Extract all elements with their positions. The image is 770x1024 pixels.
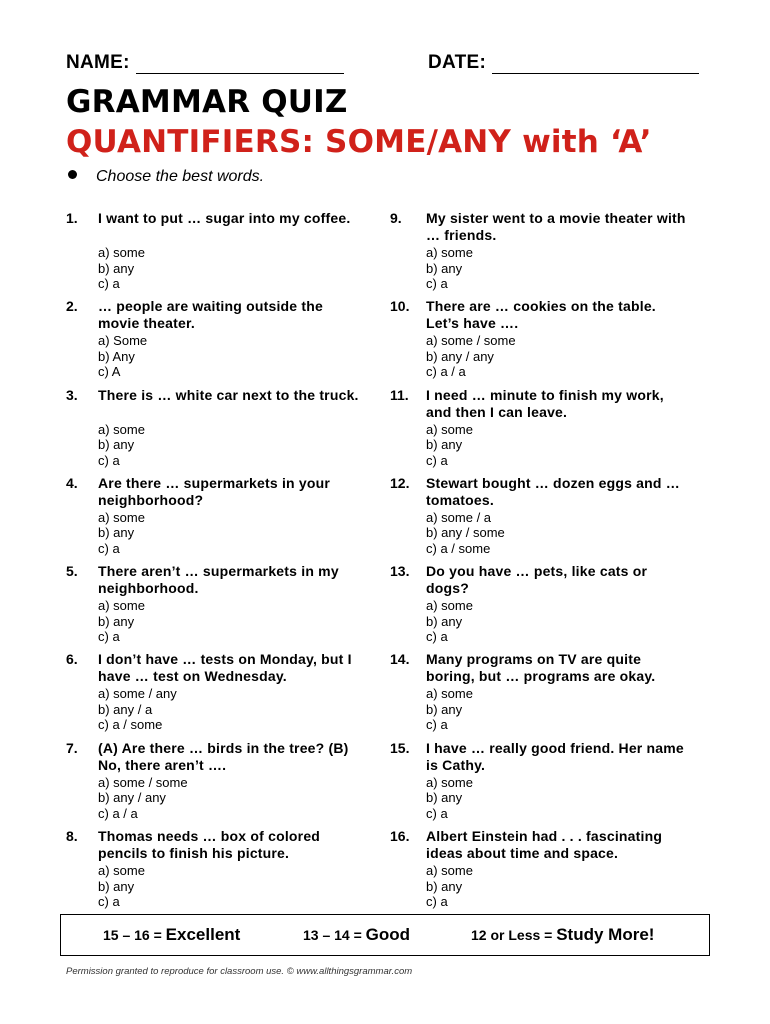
answer-option[interactable]: b) any [426,701,463,717]
score-range: 15 – 16 = [103,927,162,943]
answer-options [98,863,145,910]
answer-option[interactable]: a) some / some [426,333,516,349]
question-number: 10. [390,298,410,315]
question-text: I want to put … sugar into my coffee. [98,210,351,226]
instruction-text: Choose the best words. [96,168,265,185]
answer-option[interactable]: c) a [98,540,120,556]
answer-option[interactable]: c) a [426,452,448,468]
answer-options [426,245,473,292]
page-subtitle: QUANTIFIERS: SOME/ANY with ‘A’ [66,124,652,160]
date-label: DATE: [428,52,487,73]
answer-option[interactable]: c) a [426,629,448,645]
answer-option[interactable]: a) some / some [98,774,188,790]
question-item [390,298,690,386]
question-item [390,828,690,916]
answer-option[interactable]: a) some [98,863,145,879]
answer-options [426,863,473,910]
question-number: 2. [66,298,78,315]
answer-option[interactable]: b) any [98,260,135,276]
answer-option[interactable]: b) any [426,878,463,894]
question-item [390,563,690,651]
answer-option[interactable]: c) a / a [426,364,466,380]
question-text: There aren’t … supermarkets in my neighborhood. [98,563,339,597]
answer-option[interactable]: a) some [98,598,145,614]
name-label: NAME: [66,52,130,73]
score-excellent [103,925,240,945]
question-item [66,210,366,298]
score-label: Good [365,925,411,944]
question-number: 3. [66,386,78,403]
question-number: 7. [66,739,78,756]
question-text: I have … really good friend. Her name is Cathy. [426,739,684,773]
question-text: Are there … supermarkets in your neighborhood? [98,474,331,508]
answer-option[interactable]: a) some [426,863,473,879]
page-title: GRAMMAR QUIZ [66,84,348,120]
question-item [66,298,366,386]
question-text: Many programs on TV are quite boring, but … programs are okay. [426,651,656,685]
answer-option[interactable]: c) a / some [98,717,163,733]
question-number: 13. [390,563,410,580]
answer-options [426,686,473,733]
answer-option[interactable]: a) some [98,421,145,437]
question-text: Stewart bought … dozen eggs and … tomatoes. [426,474,680,508]
score-range: 13 – 14 = [303,927,362,943]
score-study-more [471,925,654,945]
answer-option[interactable]: a) some [426,774,473,790]
question-text: I don’t have … tests on Monday, but I have … test on Wednesday. [98,651,352,685]
answer-option[interactable]: b) any [98,613,135,629]
questions-left-column [66,210,366,916]
name-blank-line[interactable] [136,55,344,74]
answer-option[interactable]: c) a [426,805,448,821]
question-number: 6. [66,651,78,668]
answer-option[interactable]: c) a / some [426,540,491,556]
answer-option[interactable]: b) any [98,437,135,453]
question-text: Albert Einstein had . . . fascinating ideas about time and space. [426,828,663,862]
answer-option[interactable]: c) a [98,629,120,645]
question-number: 11. [390,386,409,403]
footer-permission: Permission granted to reproduce for classroom use. © www.allthingsgrammar.com [66,966,413,977]
answer-option[interactable]: a) some / a [426,509,492,525]
answer-options [426,598,473,645]
answer-options [98,686,177,733]
answer-option[interactable]: c) a [426,276,448,291]
scoring-box [60,914,710,956]
question-item [390,210,690,298]
question-number: 5. [66,563,78,580]
answer-option[interactable]: b) any [426,437,463,453]
answer-option[interactable]: b) any / some [426,525,505,541]
answer-option[interactable]: b) any [426,260,463,276]
answer-options [98,775,188,822]
questions-right-column [390,210,690,916]
question-text: Thomas needs … box of colored pencils to finish his picture. [98,828,321,862]
answer-option[interactable]: b) any [98,878,135,894]
score-good [303,925,410,945]
answer-option[interactable]: c) a [426,717,448,733]
question-item [390,387,690,475]
question-item [66,387,366,475]
answer-options [98,245,145,292]
answer-option[interactable]: b) any / any [426,348,494,364]
name-field[interactable] [66,52,344,74]
question-number: 8. [66,828,78,845]
question-text: I need … minute to finish my work, and then I can leave. [426,386,664,420]
question-number: 12. [390,474,410,491]
answer-option[interactable]: a) some [98,245,145,260]
answer-options [426,510,505,557]
question-item [390,475,690,563]
answer-options [426,422,473,469]
answer-option[interactable]: c) A [98,364,121,380]
answer-option[interactable]: a) some [98,509,145,525]
question-number: 1. [66,210,78,226]
answer-option[interactable]: b) any / any [98,790,166,806]
answer-option[interactable]: c) a [98,894,120,910]
question-text: Do you have … pets, like cats or dogs? [426,563,648,597]
question-item [66,828,366,916]
date-field[interactable] [428,52,699,74]
answer-option[interactable]: a) some [426,421,473,437]
answer-option[interactable]: c) a [98,276,120,291]
answer-options [426,333,516,380]
question-number: 4. [66,474,78,491]
bullet-icon [68,170,77,179]
answer-option[interactable]: a) some [426,598,473,614]
answer-option[interactable]: a) Some [98,333,148,349]
score-range: 12 or Less = [471,927,553,943]
answer-options [98,333,147,380]
question-item [66,563,366,651]
answer-options [98,510,145,557]
header-row [66,52,706,78]
answer-option[interactable]: c) a [98,452,120,468]
answer-option[interactable]: a) some [426,245,473,260]
answer-option[interactable]: a) some / any [98,686,177,702]
question-number: 14. [390,651,410,668]
answer-option[interactable]: c) a / a [98,805,138,821]
question-text: There is … white car next to the truck. [98,386,359,403]
answer-option[interactable]: b) Any [98,348,135,364]
answer-option[interactable]: b) any [426,790,463,806]
score-label: Excellent [165,925,241,944]
answer-option[interactable]: a) some [426,686,473,702]
answer-option[interactable]: b) any / a [98,701,153,717]
question-number: 9. [390,210,402,226]
instruction [66,168,264,186]
question-item [390,740,690,828]
date-blank-line[interactable] [492,55,699,74]
question-item [390,651,690,739]
question-text: My sister went to a movie theater with … friends. [426,210,686,243]
score-label: Study More! [556,925,655,944]
question-text: … people are waiting outside the movie theater. [98,298,323,332]
question-number: 15. [390,739,410,756]
question-text: (A) Are there … birds in the tree? (B) No, there aren’t …. [98,739,349,773]
question-item [66,740,366,828]
answer-options [98,422,145,469]
answer-options [426,775,473,822]
question-item [66,475,366,563]
question-text: There are … cookies on the table. Let’s have …. [426,298,656,332]
answer-option[interactable]: b) any [98,525,135,541]
question-number: 16. [390,828,410,845]
question-item [66,651,366,739]
answer-option[interactable]: b) any [426,613,463,629]
answer-options [98,598,145,645]
answer-option[interactable]: c) a [426,894,448,910]
